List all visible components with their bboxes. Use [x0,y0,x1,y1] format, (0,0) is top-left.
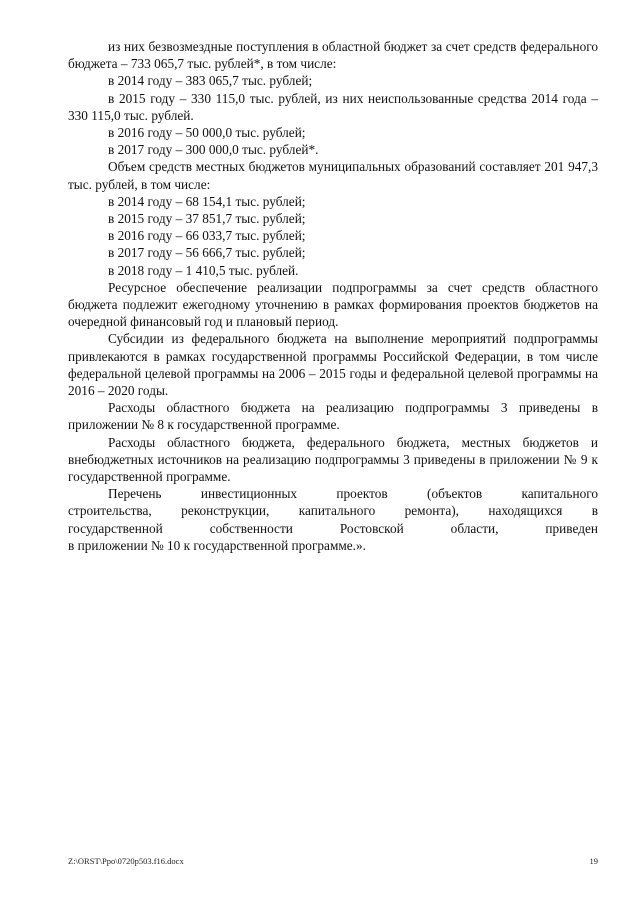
paragraph-resource-support: Ресурсное обеспечение реализации подпрограммы за счет средств областного бюджета подлежит ежегодному уточнению в рамках формирования проектов бюджетов на очередной финансовый год и плановый период. [68,279,598,330]
paragraph-2014-federal: в 2014 году – 383 065,7 тыс. рублей; [108,73,313,89]
paragraph-2015-local: в 2015 году – 37 851,7 тыс. рублей; [108,211,306,227]
paragraph-appendix-10 [68,485,598,554]
paragraph-appendix-10-line: в приложении № 10 к государственной программе.». [68,537,366,553]
paragraph-federal-subsidies: Субсидии из федерального бюджета на выполнение мероприятий подпрограммы привлекаются в рамках государственной программы Российской Федерации, в том числе федеральной целевой программы на 2006 – 2015 годы и федеральной целевой программы на 2016 – 2020 годы. [68,331,598,399]
paragraph-2016-local: в 2016 году – 66 033,7 тыс. рублей; [108,228,306,244]
paragraph-2018-local: в 2018 году – 1 410,5 тыс. рублей. [108,262,299,278]
paragraph-appendix-9: Расходы областного бюджета, федерального бюджета, местных бюджетов и внебюджетных источников на реализацию подпрограммы 3 приведены в приложении № 9 к государственной программе. [68,434,598,485]
paragraph-appendix-8: Расходы областного бюджета на реализацию подпрограммы 3 приведены в приложении № 8 к государственной программе. [68,400,598,433]
paragraph-local-budgets: Объем средств местных бюджетов муниципальных образований составляет 201 947,3 тыс. рублей, в том числе: [68,159,598,192]
paragraph-2016-federal: в 2016 году – 50 000,0 тыс. рублей; [108,125,306,141]
footer-file-path: Z:\ORST\Ppo\0720p503.f16.docx [68,856,184,866]
paragraph-appendix-10-line: строительства, реконструкции, капитального ремонта), находящихся в [68,503,598,519]
document-body [68,38,598,554]
paragraph-2014-local: в 2014 году – 68 154,1 тыс. рублей; [108,193,306,209]
paragraph-2017-federal: в 2017 году – 300 000,0 тыс. рублей*. [108,142,319,158]
paragraph-appendix-10-line: Перечень инвестиционных проектов (объектов капитального [108,486,598,502]
paragraph-federal-receipts: из них безвозмездные поступления в областной бюджет за счет средств федерального бюджета – 733 065,7 тыс. рублей*, в том числе: [68,39,598,72]
paragraph-appendix-10-line: государственной собственности Ростовской области, приведен [68,520,598,536]
page-number: 19 [589,856,598,866]
paragraph-2017-local: в 2017 году – 56 666,7 тыс. рублей; [108,245,306,261]
paragraph-2015-federal: в 2015 году – 330 115,0 тыс. рублей, из них неиспользованные средства 2014 года – 330 115,0 тыс. рублей. [68,90,598,123]
